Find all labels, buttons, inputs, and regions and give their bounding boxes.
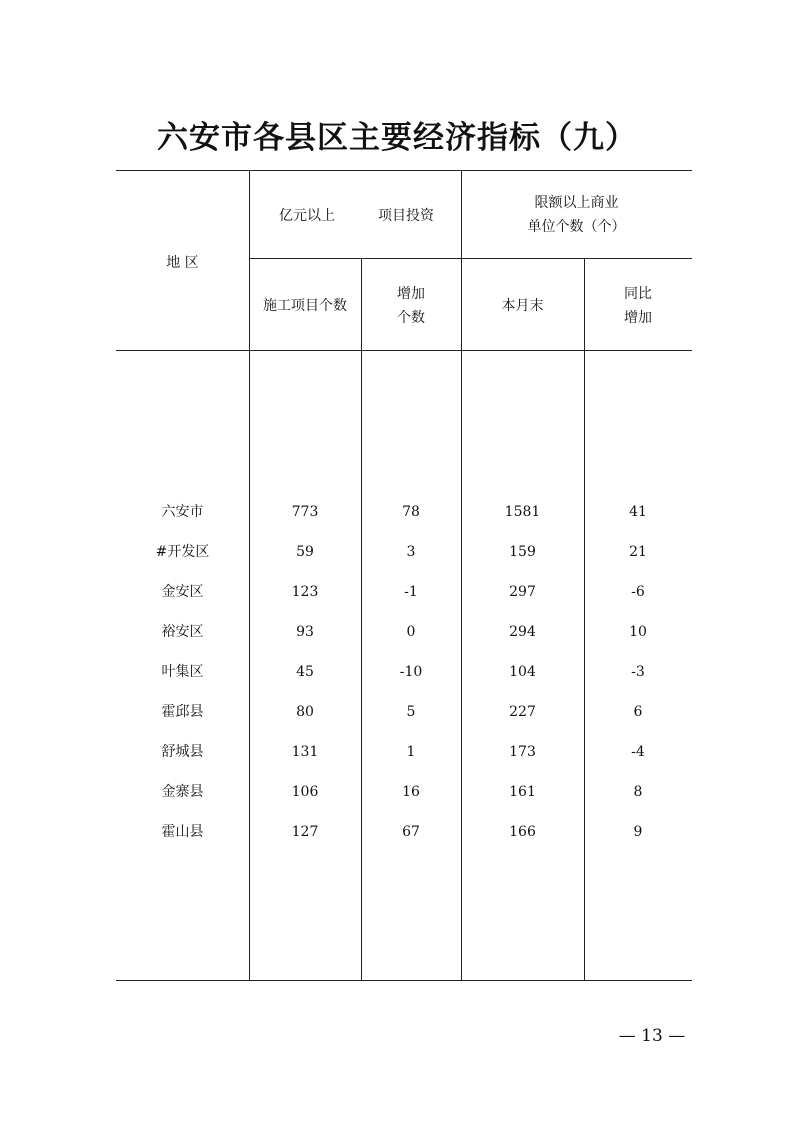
header-group1-part-b: 项目投资: [378, 208, 434, 224]
header-col-added-line2: 个数: [397, 310, 425, 326]
projects-value: 131: [291, 744, 319, 760]
yoy-value: 41: [629, 504, 647, 520]
header-col-month-end: 本月末: [501, 298, 544, 314]
table-row: [116, 652, 692, 692]
header-group2-line1: 限额以上商业: [534, 195, 619, 211]
header-group1-part-a: 亿元以上: [279, 208, 335, 224]
region-name: 舒城县: [161, 744, 204, 760]
added-value: 3: [406, 544, 416, 560]
header-col-yoy-line2: 增加: [624, 310, 652, 326]
region-name: 裕安区: [161, 624, 204, 640]
header-region: 地 区: [166, 255, 199, 271]
header-col-yoy-line1: 同比: [624, 286, 652, 302]
header-col-added-line1: 增加: [397, 286, 425, 302]
added-value: -1: [404, 584, 418, 600]
added-value: -10: [399, 664, 423, 680]
region-name: 霍邱县: [161, 704, 204, 720]
table-row: [116, 812, 692, 852]
projects-value: 123: [291, 584, 319, 600]
table-row: [116, 532, 692, 572]
header-bottom-rule: [116, 350, 692, 351]
projects-value: 127: [291, 824, 319, 840]
region-name: 金安区: [161, 584, 204, 600]
yoy-value: 10: [629, 624, 647, 640]
yoy-value: 9: [633, 824, 643, 840]
units-value: 161: [509, 784, 536, 800]
yoy-value: -4: [631, 744, 645, 760]
region-name: #开发区: [155, 544, 210, 560]
added-value: 5: [406, 704, 416, 720]
yoy-value: 6: [633, 704, 643, 720]
projects-value: 106: [291, 784, 319, 800]
region-name: 叶集区: [161, 664, 204, 680]
region-name: 霍山县: [161, 824, 204, 840]
yoy-value: 21: [629, 544, 647, 560]
units-value: 294: [509, 624, 536, 640]
added-value: 78: [402, 504, 420, 520]
projects-value: 80: [296, 704, 314, 720]
page-title: 六安市各县区主要经济指标（九）: [157, 120, 637, 156]
table-row: [116, 492, 692, 532]
yoy-value: 8: [633, 784, 643, 800]
table-row: [116, 572, 692, 612]
added-value: 16: [402, 784, 420, 800]
yoy-value: -3: [631, 664, 645, 680]
units-value: 104: [509, 664, 536, 680]
units-value: 166: [509, 824, 536, 840]
added-value: 0: [406, 624, 416, 640]
region-name: 金寨县: [161, 784, 204, 800]
region-name: 六安市: [161, 504, 204, 520]
added-value: 1: [406, 744, 416, 760]
yoy-value: -6: [631, 584, 645, 600]
table-row: [116, 692, 692, 732]
table-top-rule: [116, 170, 692, 171]
units-value: 297: [509, 584, 536, 600]
table-row: [116, 612, 692, 652]
added-value: 67: [402, 824, 420, 840]
units-value: 1581: [504, 504, 541, 520]
header-col-projects: 施工项目个数: [263, 298, 347, 314]
units-value: 227: [509, 704, 536, 720]
units-value: 159: [509, 544, 536, 560]
table-bottom-rule: [116, 980, 692, 981]
header-sub-rule: [249, 258, 692, 259]
projects-value: 93: [296, 624, 314, 640]
projects-value: 59: [296, 544, 314, 560]
table-row: [116, 732, 692, 772]
projects-value: 773: [291, 504, 319, 520]
page-number: — 13 —: [618, 1026, 686, 1046]
units-value: 173: [509, 744, 536, 760]
header-group2-line2: 单位个数（个）: [527, 219, 626, 235]
projects-value: 45: [296, 664, 314, 680]
table-row: [116, 772, 692, 812]
